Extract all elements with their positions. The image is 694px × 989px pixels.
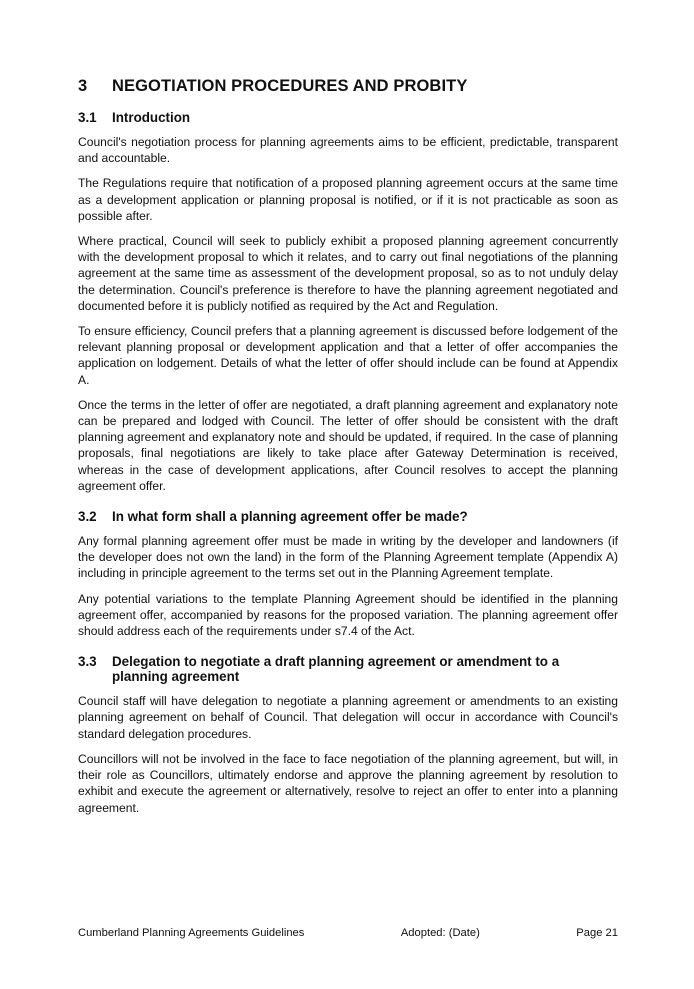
subsection-heading-3-1 <box>78 110 618 125</box>
paragraph: The Regulations require that notification of a proposed planning agreement occurs at the same time as a development application or planning proposal is notified, or if it is not practicable as soon as possible after. <box>78 176 618 223</box>
paragraph: Any formal planning agreement offer must be made in writing by the developer and landowners (if the developer does not own the land) in the form of the Planning Agreement template (Appendix A) including in principle agreement to the terms set out in the Planning Agreement template. <box>78 534 618 581</box>
subsection-number: 3.1 <box>78 110 97 125</box>
paragraph: Councillors will not be involved in the face to face negotiation of the planning agreement, but will, in their role as Councillors, ultimately endorse and approve the planning agreement by resolution to exhibit and execute the agreement or alternatively, resolve to reject an offer to enter into a planning agreement. <box>78 751 618 815</box>
page-content <box>78 77 618 825</box>
paragraph: Council staff will have delegation to negotiate a planning agreement or amendments to an existing planning agreement on behalf of Council. That delegation will occur in accordance with Council's standard delegation procedures. <box>78 694 618 741</box>
section-heading <box>78 77 618 96</box>
footer-adopted-date: Adopted: (Date) <box>400 927 480 939</box>
subsection-title: In what form shall a planning agreement offer be made? <box>112 509 468 525</box>
footer-page-number: Page 21 <box>576 927 618 939</box>
subsection-title: Delegation to negotiate a draft planning agreement or amendment to a planning agreement <box>112 654 560 685</box>
subsection-heading-3-2 <box>78 509 618 524</box>
paragraph: To ensure efficiency, Council prefers that a planning agreement is discussed before lodgement of the relevant planning proposal or development application and that a letter of offer accompanies the application on lodgement. Details of what the letter of offer should include can be found at Appendix A. <box>78 324 618 387</box>
paragraph: Any potential variations to the template Planning Agreement should be identified in the planning agreement offer, accompanied by reasons for the proposed variation. The planning agreement offer should address each of the requirements under s7.4 of the Act. <box>78 591 618 639</box>
section-number: 3 <box>78 77 88 95</box>
paragraph: Once the terms in the letter of offer are negotiated, a draft planning agreement and explanatory note can be prepared and lodged with Council. The letter of offer should be consistent with the draft planning agreement and explanatory note and should be updated, if required. In the case of planning proposals, final negotiations are likely to take place after Gateway Determination is received, whereas in the case of development applications, after Council resolves to accept the planning agreement offer. <box>78 397 618 493</box>
subsection-heading-3-3 <box>78 654 618 684</box>
paragraph: Where practical, Council will seek to publicly exhibit a proposed planning agreement concurrently with the development proposal to which it relates, and to carry out final negotiations of the planning agreement at the same time as assessment of the development proposal, so as to not unduly delay the determination. Council's preference is therefore to have the planning agreement negotiated and documented before it is publicly notified as required by the Act and Regulation. <box>78 234 618 313</box>
footer-document-title: Cumberland Planning Agreements Guidelines <box>78 927 305 939</box>
subsection-number: 3.3 <box>78 654 97 670</box>
subsection-number: 3.2 <box>78 509 97 525</box>
section-title: NEGOTIATION PROCEDURES AND PROBITY <box>112 77 468 95</box>
paragraph: Council's negotiation process for planning agreements aims to be efficient, predictable, transparent and accountable. <box>78 135 618 166</box>
subsection-title: Introduction <box>112 110 191 125</box>
page-footer <box>78 927 618 939</box>
